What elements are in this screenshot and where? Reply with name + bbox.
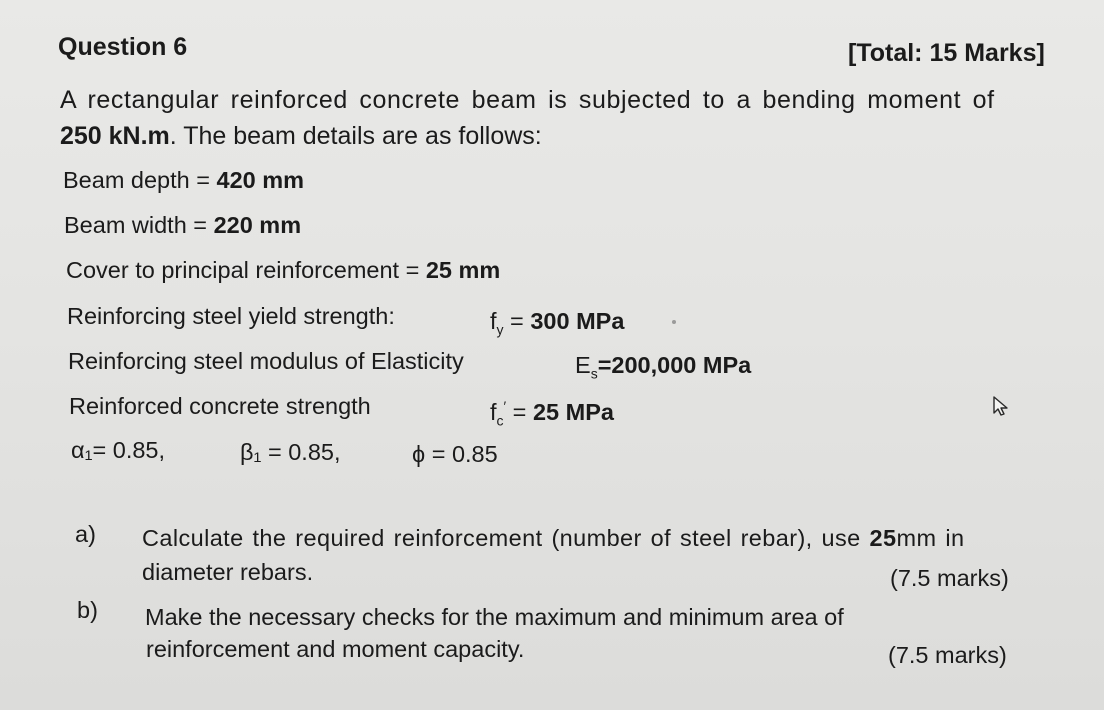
beam-width-label: Beam width =	[64, 212, 214, 238]
concrete-symbol: f	[490, 398, 497, 425]
modulus-symbol: E	[575, 352, 591, 378]
intro-line-2-rest: . The beam details are as follows:	[169, 122, 542, 150]
phi-coefficient: ϕ = 0.85	[412, 441, 498, 467]
concrete-value: 25 MPa	[532, 398, 614, 425]
cover	[66, 257, 500, 284]
intro-line-1: A rectangular reinforced concrete beam is subjected to a bending moment of	[60, 86, 995, 114]
concrete-strength-label: Reinforced concrete strength	[69, 393, 371, 419]
concrete-strength-value-group	[490, 398, 614, 429]
beam-depth	[63, 167, 304, 194]
part-a-line-1	[142, 525, 964, 552]
modulus-label: Reinforcing steel modulus of Elasticity	[68, 348, 464, 374]
part-a-marks: (7.5 marks)	[890, 565, 1009, 591]
part-a-line-2: diameter rebars.	[142, 559, 314, 585]
stray-dot	[672, 320, 676, 324]
alpha-coefficient: α₁= 0.85,	[71, 437, 166, 463]
yield-subscript: y	[496, 321, 504, 338]
concrete-prime: ′	[503, 398, 507, 414]
part-b-line-1: Make the necessary checks for the maximum and minimum area of	[145, 604, 844, 630]
part-a-line-1-pre: Calculate the required reinforcement (number of steel rebar), use	[142, 525, 870, 551]
beam-width-value: 220 mm	[213, 212, 302, 238]
moment-value: 250 kN.m	[60, 122, 170, 150]
modulus-value: =200,000 MPa	[597, 352, 752, 378]
mouse-pointer-icon	[992, 395, 1012, 417]
yield-strength-value	[490, 308, 624, 338]
cover-value: 25 mm	[425, 257, 501, 283]
part-a-label: a)	[75, 521, 96, 547]
concrete-subscript: c	[496, 412, 504, 429]
concrete-equals: =	[506, 398, 533, 425]
beta-coefficient: β₁ = 0.85,	[240, 439, 341, 465]
yield-value: 300 MPa	[530, 308, 625, 334]
total-marks: [Total: 15 Marks]	[848, 39, 1045, 67]
beam-depth-value: 420 mm	[216, 167, 305, 193]
modulus-subscript: s	[590, 365, 598, 382]
intro-line-2	[60, 122, 542, 151]
beam-depth-label: Beam depth =	[63, 167, 217, 193]
yield-symbol: f	[490, 308, 497, 334]
cover-label: Cover to principal reinforcement =	[66, 257, 426, 283]
part-a-bar-size: 25	[869, 525, 897, 551]
part-a-line-1-post: mm in	[896, 525, 965, 551]
part-b-label: b)	[77, 597, 98, 623]
beam-width	[64, 212, 301, 239]
part-b-line-2: reinforcement and moment capacity.	[146, 636, 525, 662]
part-b-marks: (7.5 marks)	[888, 642, 1007, 668]
modulus-value-group	[575, 352, 751, 382]
question-title: Question 6	[58, 33, 188, 61]
yield-strength-label: Reinforcing steel yield strength:	[67, 303, 395, 329]
yield-equals: =	[503, 308, 531, 334]
